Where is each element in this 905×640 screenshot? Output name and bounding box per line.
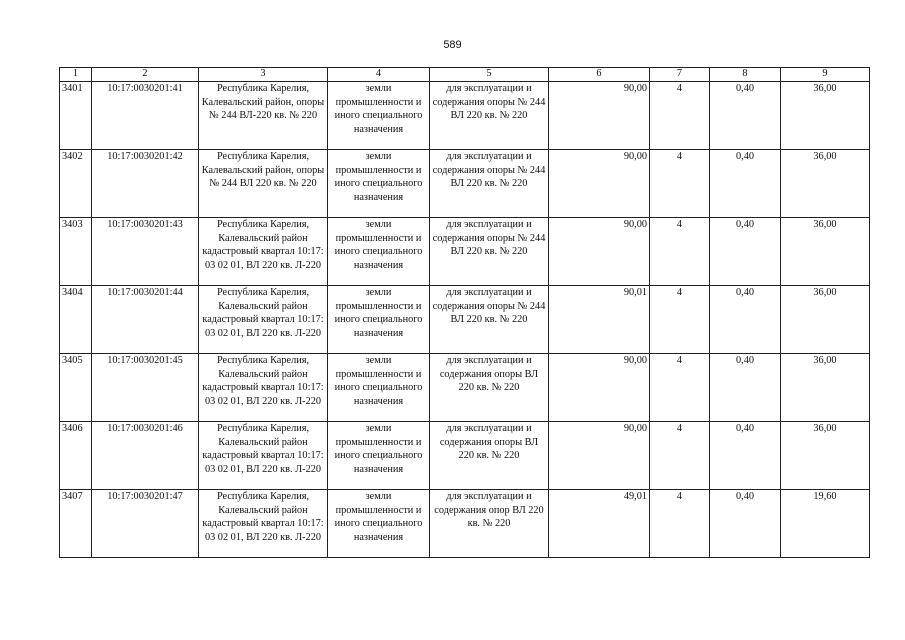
cadastral-number-cell: 10:17:0030201:43	[92, 218, 199, 286]
column-8-cell: 0,40	[710, 82, 781, 150]
land-category-cell: земли промышленности и иного специального назначения	[328, 286, 430, 354]
column-9-cell: 36,00	[781, 286, 870, 354]
row-number-cell: 3405	[60, 354, 92, 422]
column-9-cell: 19,60	[781, 490, 870, 558]
column-8-cell: 0,40	[710, 286, 781, 354]
permitted-use-cell: для эксплуатации и содержания опоры № 244 ВЛ 220 кв. № 220	[430, 218, 549, 286]
permitted-use-cell: для эксплуатации и содержания опоры № 244 ВЛ 220 кв. № 220	[430, 286, 549, 354]
column-7-cell: 4	[650, 82, 710, 150]
column-header-4: 4	[328, 68, 430, 82]
cadastral-number-cell: 10:17:0030201:42	[92, 150, 199, 218]
column-7-cell: 4	[650, 286, 710, 354]
land-category-cell: земли промышленности и иного специального назначения	[328, 150, 430, 218]
column-header-9: 9	[781, 68, 870, 82]
column-7-cell: 4	[650, 490, 710, 558]
land-plot-table	[59, 67, 870, 558]
table-body	[60, 82, 870, 558]
table-row	[60, 150, 870, 218]
column-8-cell: 0,40	[710, 422, 781, 490]
location-cell: Республика Карелия, Калевальский район кадастровый квартал 10:17: 03 02 01, ВЛ 220 кв. Л-220	[199, 286, 328, 354]
permitted-use-cell: для эксплуатации и содержания опоры ВЛ 220 кв. № 220	[430, 354, 549, 422]
cadastral-number-cell: 10:17:0030201:41	[92, 82, 199, 150]
area-cell: 90,00	[549, 150, 650, 218]
row-number-cell: 3402	[60, 150, 92, 218]
land-category-cell: земли промышленности и иного специального назначения	[328, 354, 430, 422]
area-cell: 90,00	[549, 82, 650, 150]
area-cell: 90,00	[549, 218, 650, 286]
column-9-cell: 36,00	[781, 150, 870, 218]
area-cell: 90,00	[549, 354, 650, 422]
table-row	[60, 286, 870, 354]
location-cell: Республика Карелия, Калевальский район кадастровый квартал 10:17: 03 02 01, ВЛ 220 кв. Л-220	[199, 218, 328, 286]
table-row	[60, 422, 870, 490]
column-9-cell: 36,00	[781, 218, 870, 286]
row-number-cell: 3406	[60, 422, 92, 490]
location-cell: Республика Карелия, Калевальский район, опоры № 244 ВЛ 220 кв. № 220	[199, 150, 328, 218]
column-header-3: 3	[199, 68, 328, 82]
column-7-cell: 4	[650, 354, 710, 422]
column-7-cell: 4	[650, 218, 710, 286]
row-number-cell: 3403	[60, 218, 92, 286]
column-9-cell: 36,00	[781, 82, 870, 150]
column-9-cell: 36,00	[781, 354, 870, 422]
area-cell: 90,01	[549, 286, 650, 354]
permitted-use-cell: для эксплуатации и содержания опоры № 244 ВЛ 220 кв. № 220	[430, 150, 549, 218]
cadastral-number-cell: 10:17:0030201:46	[92, 422, 199, 490]
permitted-use-cell: для эксплуатации и содержания опоры ВЛ 220 кв. № 220	[430, 422, 549, 490]
cadastral-number-cell: 10:17:0030201:47	[92, 490, 199, 558]
table-row	[60, 354, 870, 422]
column-header-7: 7	[650, 68, 710, 82]
cadastral-number-cell: 10:17:0030201:44	[92, 286, 199, 354]
page-number: 589	[443, 39, 462, 51]
column-header-2: 2	[92, 68, 199, 82]
column-8-cell: 0,40	[710, 218, 781, 286]
column-9-cell: 36,00	[781, 422, 870, 490]
column-7-cell: 4	[650, 422, 710, 490]
row-number-cell: 3407	[60, 490, 92, 558]
row-number-cell: 3404	[60, 286, 92, 354]
cadastral-number-cell: 10:17:0030201:45	[92, 354, 199, 422]
land-category-cell: земли промышленности и иного специального назначения	[328, 218, 430, 286]
column-8-cell: 0,40	[710, 354, 781, 422]
location-cell: Республика Карелия, Калевальский район кадастровый квартал 10:17: 03 02 01, ВЛ 220 кв. Л-220	[199, 490, 328, 558]
header-row	[60, 68, 870, 82]
column-header-5: 5	[430, 68, 549, 82]
table-row	[60, 218, 870, 286]
permitted-use-cell: для эксплуатации и содержания опор ВЛ 220 кв. № 220	[430, 490, 549, 558]
permitted-use-cell: для эксплуатации и содержания опоры № 244 ВЛ 220 кв. № 220	[430, 82, 549, 150]
land-category-cell: земли промышленности и иного специального назначения	[328, 490, 430, 558]
area-cell: 90,00	[549, 422, 650, 490]
column-7-cell: 4	[650, 150, 710, 218]
row-number-cell: 3401	[60, 82, 92, 150]
column-8-cell: 0,40	[710, 150, 781, 218]
land-category-cell: земли промышленности и иного специального назначения	[328, 422, 430, 490]
table-row	[60, 82, 870, 150]
column-8-cell: 0,40	[710, 490, 781, 558]
location-cell: Республика Карелия, Калевальский район, опоры № 244 ВЛ-220 кв. № 220	[199, 82, 328, 150]
area-cell: 49,01	[549, 490, 650, 558]
land-category-cell: земли промышленности и иного специального назначения	[328, 82, 430, 150]
table-row	[60, 490, 870, 558]
column-header-1: 1	[60, 68, 92, 82]
location-cell: Республика Карелия, Калевальский район кадастровый квартал 10:17: 03 02 01, ВЛ 220 кв. Л-220	[199, 354, 328, 422]
column-header-6: 6	[549, 68, 650, 82]
column-header-8: 8	[710, 68, 781, 82]
location-cell: Республика Карелия, Калевальский район кадастровый квартал 10:17: 03 02 01, ВЛ 220 кв. Л-220	[199, 422, 328, 490]
